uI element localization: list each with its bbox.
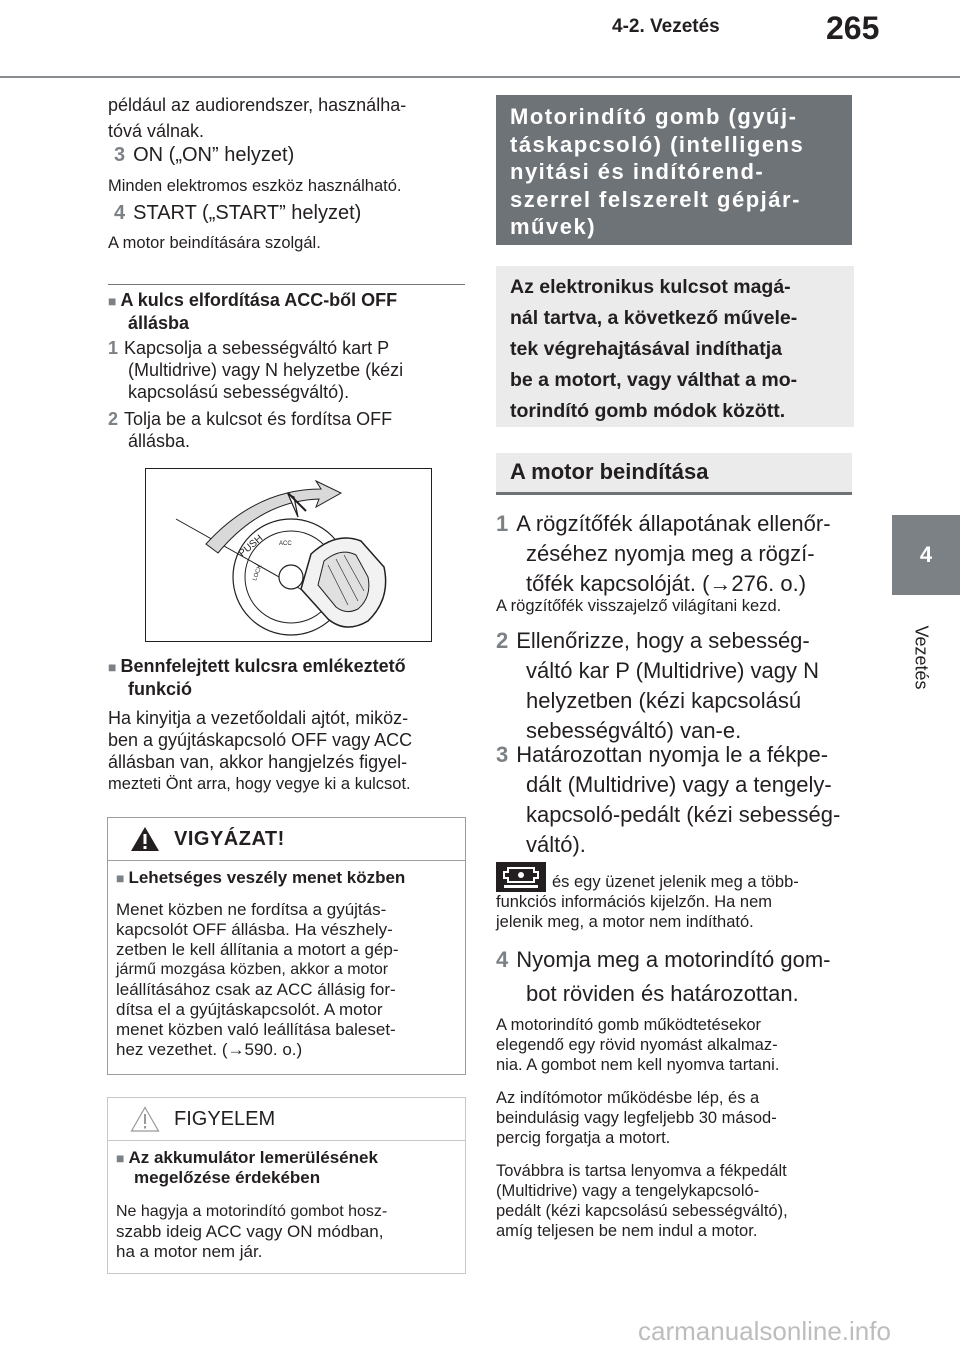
intro-line: tóvá válnak. [108, 121, 205, 141]
notice-text [116, 1202, 461, 1262]
step-line: Kapcsolja a sebességváltó kart P [124, 338, 390, 358]
warning-line: hez vezethet. (→590. o.) [116, 1040, 303, 1059]
step-line: dált (Multidrive) vagy a tengely- [526, 772, 832, 797]
paragraph-line: elegendő egy rövid nyomást alkalmaz- [496, 1036, 778, 1054]
warning-header [108, 818, 465, 861]
heading-line: Az akkumulátor lemerülésének [128, 1148, 378, 1167]
intro-line: Az elektronikus kulcsot magá- [510, 276, 791, 298]
step-number: 3 [114, 144, 126, 166]
bullet-square-icon: ■ [116, 1150, 125, 1166]
acc-step-2 [108, 408, 468, 452]
warning-title: VIGYÁZAT! [174, 827, 285, 850]
intro-line: tek végrehajtásával indíthatja [510, 338, 783, 360]
page-number: 265 [826, 10, 880, 46]
bullet-square-icon: ■ [108, 293, 117, 309]
start-step-1-desc: A rögzítőfék visszajelző világítani kezd. [496, 597, 782, 615]
illustration-label-push: PUSH [236, 533, 266, 560]
step-line: bot röviden és határozottan. [526, 981, 799, 1006]
warning-box [107, 817, 466, 1075]
step-number: 2 [496, 628, 509, 653]
chapter-tab[interactable] [892, 515, 960, 595]
warning-text [116, 900, 461, 1060]
notice-title: FIGYELEM [174, 1107, 276, 1130]
title-line: táskapcsoló) (intelligens [510, 131, 805, 157]
paragraph-line: beindulásig vagy legfeljebb 30 másod- [496, 1109, 777, 1127]
step-line: helyzetben (kézi kapcsolású [526, 688, 802, 713]
step-line: kapcsoló-pedált (kézi sebesség- [526, 802, 841, 827]
chapter-number: 4 [919, 542, 933, 567]
warning-heading [116, 868, 405, 888]
step-line: A rögzítőfék állapotának ellenőr- [516, 511, 831, 536]
step-number: 4 [496, 947, 509, 972]
reminder-heading [108, 655, 468, 700]
step-line: tőfék kapcsolóját. (→276. o.) [526, 571, 807, 596]
heading-line: megelőzése érdekében [134, 1168, 321, 1187]
warning-line: dítsa el a gyújtáskapcsolót. A motor [116, 1000, 383, 1019]
step-line: Ellenőrizze, hogy a sebesség- [516, 628, 810, 653]
illustration-label-lock: LOCK [252, 564, 264, 582]
illustration-label-acc: ACC [279, 541, 292, 547]
reminder-paragraph [108, 707, 468, 795]
warning-line: jármű mozgása közben, akkor a motor [116, 961, 389, 978]
start-step-4 [496, 943, 866, 1011]
notice-heading [116, 1148, 378, 1188]
bullet-square-icon: ■ [108, 659, 117, 675]
paragraph-line: Továbbra is tartsa lenyomva a fékpedált [496, 1162, 787, 1180]
intro-paragraph [108, 94, 468, 142]
paragraph-line: amíg teljesen be nem indul a motor. [496, 1222, 758, 1240]
heading-line: Bennfelejtett kulcsra emlékeztető [120, 656, 406, 676]
paragraph-line: funkciós információs kijelzőn. Ha nem [496, 893, 773, 911]
heading-line: A kulcs elfordítása ACC-ből OFF [120, 290, 398, 310]
paragraph-line: ben a gyújtáskapcsoló OFF vagy ACC [108, 730, 413, 750]
subheading: A motor beindítása [496, 453, 852, 495]
ignition-key-illustration [145, 468, 432, 642]
step-line: állásba. [128, 431, 191, 451]
divider [108, 284, 465, 285]
paragraph-line: A motorindító gomb működtetésekor [496, 1016, 762, 1034]
paragraph-line: nia. A gombot nem kell nyomva tartani. [496, 1056, 780, 1074]
paragraph-line: pedált (kézi kapcsolású sebességváltó), [496, 1202, 788, 1220]
intro-box [496, 266, 854, 427]
chapter-label-text: Vezetés [911, 625, 932, 690]
title-line: szerrel felszerelt gépjár- [510, 186, 801, 212]
step-line: Tolja be a kulcsot és fordítsa OFF [124, 409, 393, 429]
section-title: 4-2. Vezetés [612, 16, 720, 37]
intro-line: például az audiorendszer, használha- [108, 95, 407, 115]
step-number: 4 [114, 202, 126, 224]
header-divider [0, 76, 960, 78]
step-text: ON („ON” helyzet) [133, 144, 295, 166]
intro-line: be a motort, vagy válthat a mo- [510, 369, 798, 391]
start-system-indicator-icon [496, 862, 546, 892]
watermark: carmanualsonline.info [638, 1316, 891, 1346]
notice-box [107, 1097, 466, 1274]
notice-line: ha a motor nem jár. [116, 1242, 263, 1261]
chapter-label [896, 605, 936, 715]
step-line: kapcsolású sebességváltó). [128, 382, 350, 402]
step-line: váltó). [526, 832, 586, 857]
intro-line: nál tartva, a következő művele- [510, 307, 798, 329]
paragraph-line: (Multidrive) vagy a tengelykapcsoló- [496, 1182, 760, 1200]
step-4 [114, 200, 361, 226]
step-line: (Multidrive) vagy N helyzetbe (kézi [128, 360, 404, 380]
section-title-box [496, 95, 852, 245]
step-line: Nyomja meg a motorindító gom- [516, 947, 831, 972]
step-4-desc: A motor beindítására szolgál. [108, 234, 321, 252]
step-line: zéséhez nyomja meg a rögzí- [526, 541, 815, 566]
notice-triangle-icon [130, 1106, 160, 1132]
warning-line: zetben le kell állítania a motort a gép- [116, 940, 399, 959]
title-line: művek) [510, 214, 597, 239]
step-number: 2 [108, 409, 119, 429]
title-line: nyitási és indítórend- [510, 159, 765, 184]
heading-line: funkció [128, 679, 193, 699]
warning-line: Menet közben ne fordítsa a gyújtás- [116, 900, 387, 919]
paragraph-line: mezteti Önt arra, hogy vegye ki a kulcsot. [108, 775, 411, 793]
step-line: Határozottan nyomja le a fékpe- [516, 742, 829, 767]
acc-step-1 [108, 337, 468, 403]
paragraph-1 [496, 1015, 856, 1075]
warning-line: leállításához csak az ACC állásig for- [116, 980, 396, 999]
start-step-3 [496, 740, 866, 860]
display-message-paragraph [496, 862, 856, 932]
step-line: váltó kar P (Multidrive) vagy N [526, 658, 820, 683]
start-step-2 [496, 626, 866, 746]
intro-line: torindító gomb módok között. [510, 400, 786, 422]
paragraph-2 [496, 1088, 856, 1148]
notice-header [108, 1098, 465, 1141]
acc-heading [108, 289, 468, 334]
warning-triangle-icon [130, 826, 160, 852]
paragraph-line: percig forgatja a motort. [496, 1129, 671, 1147]
title-line: Motorindító gomb (gyúj- [510, 104, 798, 129]
paragraph-line: Ha kinyitja a vezetőoldali ajtót, miköz- [108, 708, 409, 728]
bullet-square-icon: ■ [116, 870, 125, 886]
step-number: 3 [496, 742, 509, 767]
notice-line: Ne hagyja a motorindító gombot hosz- [116, 1203, 388, 1220]
paragraph-line: állásban van, akkor hangjelzés figyel- [108, 752, 408, 772]
warning-line: menet közben való leállítása baleset- [116, 1020, 396, 1039]
step-number: 1 [496, 511, 509, 536]
notice-line: szabb ideig ACC vagy ON módban, [116, 1222, 384, 1241]
paragraph-3 [496, 1161, 856, 1241]
paragraph-line: Az indítómotor működésbe lép, és a [496, 1089, 760, 1107]
heading-line: állásba [128, 313, 190, 333]
step-text: START („START” helyzet) [133, 202, 362, 224]
step-number: 1 [108, 338, 119, 358]
start-step-1 [496, 509, 866, 599]
warning-heading-text: Lehetséges veszély menet közben [128, 868, 406, 887]
warning-line: kapcsolót OFF állásba. Ha vészhely- [116, 920, 393, 939]
step-line: sebességváltó) van-e. [526, 718, 742, 743]
paragraph-line: jelenik meg, a motor nem indítható. [496, 913, 754, 931]
paragraph-line: és egy üzenet jelenik meg a több- [552, 873, 799, 891]
step-3-desc: Minden elektromos eszköz használható. [108, 177, 402, 195]
step-3 [114, 142, 294, 168]
